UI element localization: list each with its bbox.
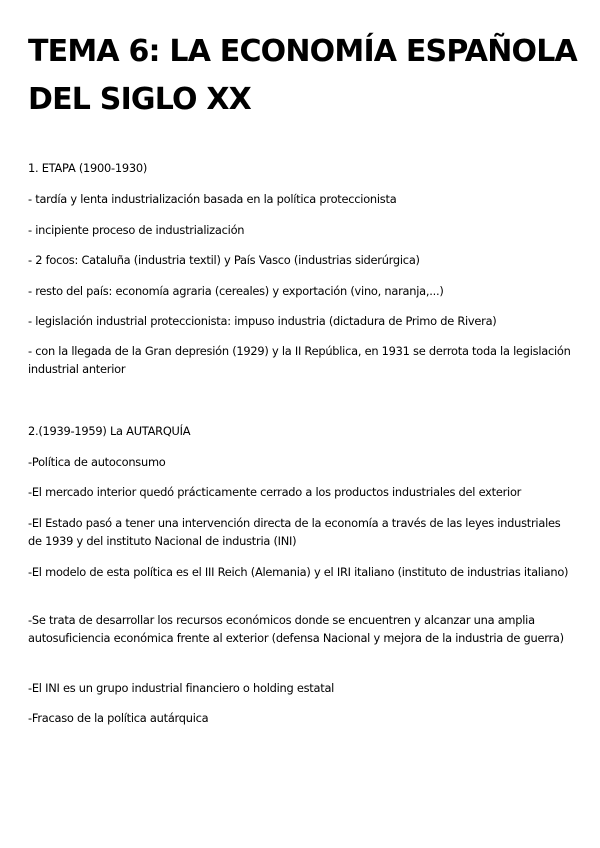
section-1-item: - tardía y lenta industrialización basada en la política proteccionista [28,192,397,206]
section-1-item: - incipiente proceso de industrialización [28,223,245,237]
section-2-item: -El INI es un grupo industrial financiero o holding estatal [28,681,335,695]
section-1-item: - resto del país: economía agraria (cereales) y exportación (vino, naranja,...) [28,284,444,298]
title-line-1: TEMA 6: LA ECONOMÍA ESPAÑOLA [28,34,577,69]
section-1-item: - con la llegada de la Gran depresión (1929) y la II República, en 1931 se derrota toda la legislación industrial anterior [28,344,571,376]
section-1-heading: 1. ETAPA (1900-1930) [28,161,148,175]
section-2-item: -Política de autoconsumo [28,455,166,469]
section-2-heading: 2.(1939-1959) La AUTARQUÍA [28,424,191,438]
section-2-item: -El mercado interior quedó prácticamente cerrado a los productos industriales del exterior [28,485,522,499]
section-2-item: -El Estado pasó a tener una intervención directa de la economía a través de las leyes industriales de 1939 y del instituto Nacional de industria (INI) [28,516,561,548]
title-line-2: DEL SIGLO XX [28,82,252,117]
section-1-item: - 2 focos: Cataluña (industria textil) y País Vasco (industrias siderúrgica) [28,253,420,267]
section-2-item: -El modelo de esta política es el III Reich (Alemania) y el IRI italiano (instituto de industrias italiano) [28,565,569,579]
section-2-item: -Se trata de desarrollar los recursos económicos donde se encuentren y alcanzar una amplia autosuficiencia económica frente al exterior (defensa Nacional y mejora de la industria de guerra) [28,613,564,645]
section-1-item: - legislación industrial proteccionista: impuso industria (dictadura de Primo de Rivera) [28,314,497,328]
page-title [28,28,588,124]
section-2-item: -Fracaso de la política autárquica [28,711,209,725]
